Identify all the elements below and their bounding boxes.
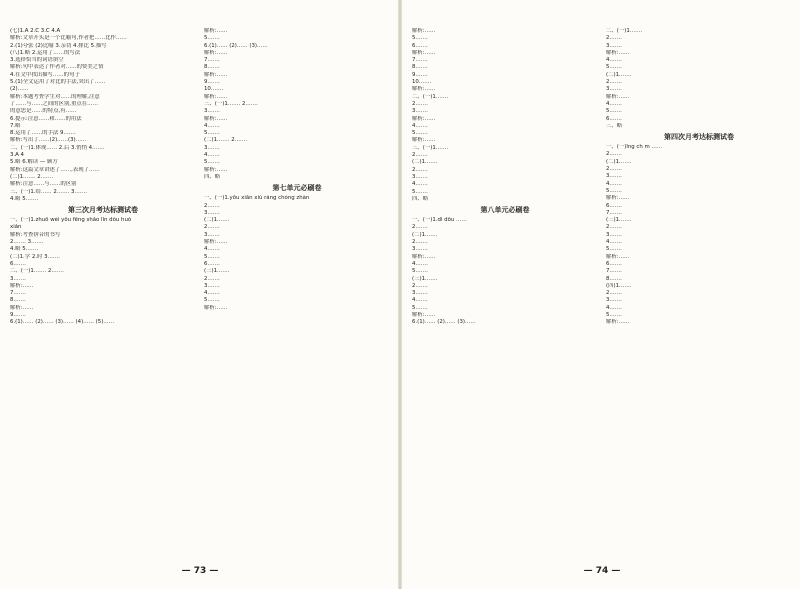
- answer-line: 二、(一)1.体现…… 2.后 3.悄悄 4.……: [10, 144, 105, 151]
- answer-line: 解析:……: [606, 253, 630, 260]
- answer-line: 一、(一)ǐng ch m ……: [606, 144, 663, 151]
- answer-line: 解析:……: [412, 115, 436, 122]
- answer-line: 5.……: [412, 188, 428, 195]
- answer-line: 3.……: [606, 231, 622, 238]
- answer-line: 5.……: [204, 130, 220, 137]
- answer-line: 5.……: [204, 253, 220, 260]
- answer-line: 7.……: [412, 57, 428, 64]
- answer-line: 4.略 5.……: [10, 195, 39, 202]
- answer-line: 8.……: [606, 275, 622, 282]
- answer-line: 8.……: [10, 297, 26, 304]
- answer-line: 二、(一)1.……: [606, 28, 643, 34]
- answer-line: 10.……: [412, 79, 432, 86]
- answer-line: 5.……: [606, 311, 622, 318]
- answer-line: 5.……: [412, 268, 428, 275]
- page-number: — 73 —: [181, 566, 219, 576]
- answer-line: 2.……: [204, 224, 220, 231]
- answer-line: 2.……: [412, 100, 428, 107]
- section-title: 第四次月考达标测试卷: [664, 133, 734, 142]
- answer-line: 解析:本题考查学生对……的理解,注意: [10, 93, 100, 100]
- left-page: [6, 28, 394, 576]
- answer-line: (二)1.……: [412, 231, 438, 238]
- answer-line: 二、(一)1.…… 2.……: [10, 268, 64, 275]
- answer-line: 5.(1)全文运用了对比的手法,突出了……: [10, 79, 106, 86]
- answer-line: 4.……: [412, 181, 428, 188]
- answer-line: 5.……: [412, 35, 428, 42]
- answer-line: 3.……: [10, 275, 26, 282]
- answer-line: 解析:……: [204, 166, 228, 173]
- answer-line: 2.…… 3.……: [10, 239, 44, 246]
- answer-line: (二)1.……: [606, 158, 632, 165]
- answer-line: 3.……: [412, 108, 428, 115]
- answer-line: 了……与……之间的区别,重点在……: [10, 100, 98, 107]
- answer-line: 3.……: [204, 209, 220, 216]
- answer-line: 2.……: [606, 79, 622, 86]
- answer-line: 6.……: [204, 260, 220, 267]
- answer-line: 4.……: [606, 304, 622, 311]
- answer-line: 解析:句中表达了作者对……的赞美之情: [10, 64, 104, 71]
- answer-line: 9.……: [10, 311, 26, 318]
- answer-line: 解析:注意……与……的区别: [10, 181, 77, 188]
- answer-line: 6.……: [606, 202, 622, 209]
- answer-line: (八)1.略 2.运用了……的写法: [10, 49, 81, 56]
- answer-line: 3.……: [204, 231, 220, 238]
- right-page-column-2: [606, 28, 792, 550]
- answer-line: 2.……: [606, 224, 622, 231]
- answer-line: (二)1.……: [606, 71, 632, 78]
- left-page-column-1: [10, 28, 196, 550]
- answer-line: 5.……: [204, 35, 220, 42]
- answer-line: 6.……: [412, 42, 428, 49]
- answer-line: 6.(1)…… (2)…… (3)…… (4)…… (5)……: [10, 319, 115, 326]
- answer-line: 2.……: [606, 35, 622, 42]
- answer-line: 8.运用了……的手法 9.……: [10, 130, 76, 137]
- answer-line: 解析:……: [412, 49, 436, 56]
- answer-line: 4.……: [606, 180, 622, 187]
- answer-line: 解析:……: [412, 253, 436, 260]
- answer-line: 7.……: [10, 290, 26, 297]
- answer-line: 解析:……: [606, 195, 630, 202]
- answer-line: (二)1.……: [204, 217, 230, 224]
- answer-line: 6.提示:注意……和……的用法: [10, 115, 82, 122]
- book-spine: [398, 0, 402, 589]
- answer-line: 解析:……: [10, 282, 34, 289]
- answer-line: 解析:……: [606, 93, 630, 100]
- answer-line: 解析:……: [10, 304, 34, 311]
- answer-line: 2.……: [412, 239, 428, 246]
- answer-line: 5.……: [204, 159, 220, 166]
- answer-line: 解析:……: [412, 86, 436, 93]
- answer-line: 2.……: [204, 202, 220, 209]
- answer-line: 4.……: [606, 239, 622, 246]
- answer-line: 4.……: [204, 246, 220, 253]
- answer-line: 三、(一)1.…… 2.……: [204, 100, 258, 107]
- answer-line: 解析:……: [412, 137, 436, 144]
- answer-line: 2.……: [606, 166, 622, 173]
- answer-line: 2.……: [606, 151, 622, 158]
- answer-line: 8.……: [412, 64, 428, 71]
- answer-line: (二)1.…… 2.……: [10, 173, 54, 180]
- answer-line: 一、(一)1.yōu xiān xiù ráng chóng zhàn: [204, 195, 310, 202]
- answer-line: 解析:……: [412, 311, 436, 318]
- answer-line: 4.……: [412, 297, 428, 304]
- answer-line: 解析:……: [606, 319, 630, 326]
- answer-line: 的意思是……的特点,有……: [10, 108, 77, 115]
- answer-line: 4.……: [412, 122, 428, 129]
- answer-line: 3.……: [412, 173, 428, 180]
- answer-line: 解析:这篇文章讲述了……,表现了……: [10, 166, 100, 173]
- answer-line: 解析:……: [204, 239, 228, 246]
- answer-line: 2.……: [412, 224, 428, 231]
- answer-line: 一、(一)1.zhuō wèi yōu fēng shǎo lǐn dǒu huǒ: [10, 217, 132, 224]
- answer-line: 6.……: [10, 260, 26, 267]
- answer-line: 4.……: [204, 152, 220, 159]
- answer-line: (四)1.……: [606, 282, 632, 289]
- section-title: 第七单元必刷卷: [272, 184, 322, 193]
- answer-line: 5.……: [606, 246, 622, 253]
- answer-line: 解析:……: [606, 49, 630, 56]
- answer-line: 5.略 6.解读 — 顾方: [10, 159, 58, 166]
- answer-line: xiǎn: [10, 224, 22, 231]
- answer-line: 5.……: [606, 187, 622, 194]
- answer-line: 2.(1)夸张 (2)比喻 3.亲切 4.排比 5.描写: [10, 42, 107, 49]
- answer-line: (2)……: [10, 86, 29, 93]
- right-page: [408, 28, 796, 576]
- answer-line: 解析:考查拼音的书写: [10, 231, 61, 238]
- answer-line: 4.……: [606, 100, 622, 107]
- answer-line: 6.……: [606, 260, 622, 267]
- page-number: — 74 —: [583, 566, 621, 576]
- answer-line: 10.……: [204, 86, 224, 93]
- answer-line: 3.……: [606, 173, 622, 180]
- answer-line: 4.……: [204, 122, 220, 129]
- answer-line: 9.……: [412, 71, 428, 78]
- answer-line: 三、略: [606, 122, 623, 129]
- answer-line: 7.……: [204, 57, 220, 64]
- answer-line: 3.……: [204, 144, 220, 151]
- answer-line: (三)1.……: [606, 217, 632, 224]
- answer-line: 解析:文章开头是一个比喻句,作者把……比作……: [10, 35, 127, 42]
- answer-line: 7.略: [10, 122, 21, 129]
- answer-line: 2.……: [412, 166, 428, 173]
- answer-line: 2.……: [606, 290, 622, 297]
- answer-line: 8.……: [204, 64, 220, 71]
- answer-line: 3.……: [606, 86, 622, 93]
- answer-line: 解析:写出了……(2)……(3)……: [10, 137, 87, 144]
- answer-line: 四、略: [412, 195, 429, 202]
- answer-line: 4.……: [606, 57, 622, 64]
- answer-line: 解析:……: [204, 304, 228, 311]
- answer-line: (二)1.学 2.时 3.……: [10, 253, 61, 260]
- answer-line: (三)1.……: [412, 275, 438, 282]
- answer-line: 解析:……: [204, 93, 228, 100]
- answer-line: 3.……: [204, 282, 220, 289]
- answer-line: 3.选择恰当的词语填空: [10, 57, 64, 64]
- answer-line: 6.……: [606, 115, 622, 122]
- answer-line: 3.……: [412, 290, 428, 297]
- answer-line: 三、(一)1.给…… 2.…… 3.……: [10, 188, 87, 195]
- answer-line: 7.……: [606, 209, 622, 216]
- answer-line: 3.……: [606, 42, 622, 49]
- answer-line: 2.……: [412, 282, 428, 289]
- answer-line: 解析:……: [204, 71, 228, 78]
- answer-line: 9.……: [204, 79, 220, 86]
- answer-line: (二)1.…… 2.……: [204, 137, 248, 144]
- answer-line: 3.……: [412, 246, 428, 253]
- answer-line: (三)1.……: [204, 268, 230, 275]
- answer-line: 5.……: [204, 297, 220, 304]
- right-page-column-1: [412, 28, 598, 550]
- answer-line: 2.……: [204, 275, 220, 282]
- answer-line: 7.……: [606, 268, 622, 275]
- answer-line: 6.(1)…… (2)…… (3)……: [204, 42, 268, 49]
- answer-line: 4.略 5.……: [10, 246, 39, 253]
- answer-line: 3.……: [606, 297, 622, 304]
- section-title: 第八单元必刷卷: [480, 206, 530, 215]
- answer-line: (七)1.A 2.C 3.C 4.A: [10, 28, 61, 34]
- answer-line: 三、(一)1.……: [412, 144, 449, 151]
- answer-line: 4.……: [412, 260, 428, 267]
- answer-line: 四、略: [204, 173, 221, 180]
- answer-line: 解析:……: [204, 49, 228, 56]
- answer-line: 6.(1)…… (2)…… (3)……: [412, 319, 476, 326]
- answer-line: 2.……: [412, 152, 428, 159]
- section-title: 第三次月考达标测试卷: [68, 206, 138, 215]
- answer-line: 5.……: [606, 64, 622, 71]
- answer-line: 4.在文中找出描写……的句子: [10, 71, 80, 78]
- answer-line: 5.……: [606, 108, 622, 115]
- answer-line: 二、(一)1.……: [412, 93, 449, 100]
- answer-line: 解析:……: [412, 28, 436, 34]
- answer-line: 解析:……: [204, 28, 228, 34]
- left-page-column-2: [204, 28, 390, 550]
- answer-line: 3.A 4: [10, 152, 24, 159]
- answer-line: 4.……: [204, 290, 220, 297]
- answer-line: 5.……: [412, 130, 428, 137]
- answer-line: 5.……: [412, 304, 428, 311]
- answer-line: 3.……: [204, 108, 220, 115]
- answer-line: 解析:……: [204, 115, 228, 122]
- answer-line: 一、(一)1.dì dōu ……: [412, 217, 467, 224]
- answer-line: (二)1.……: [412, 159, 438, 166]
